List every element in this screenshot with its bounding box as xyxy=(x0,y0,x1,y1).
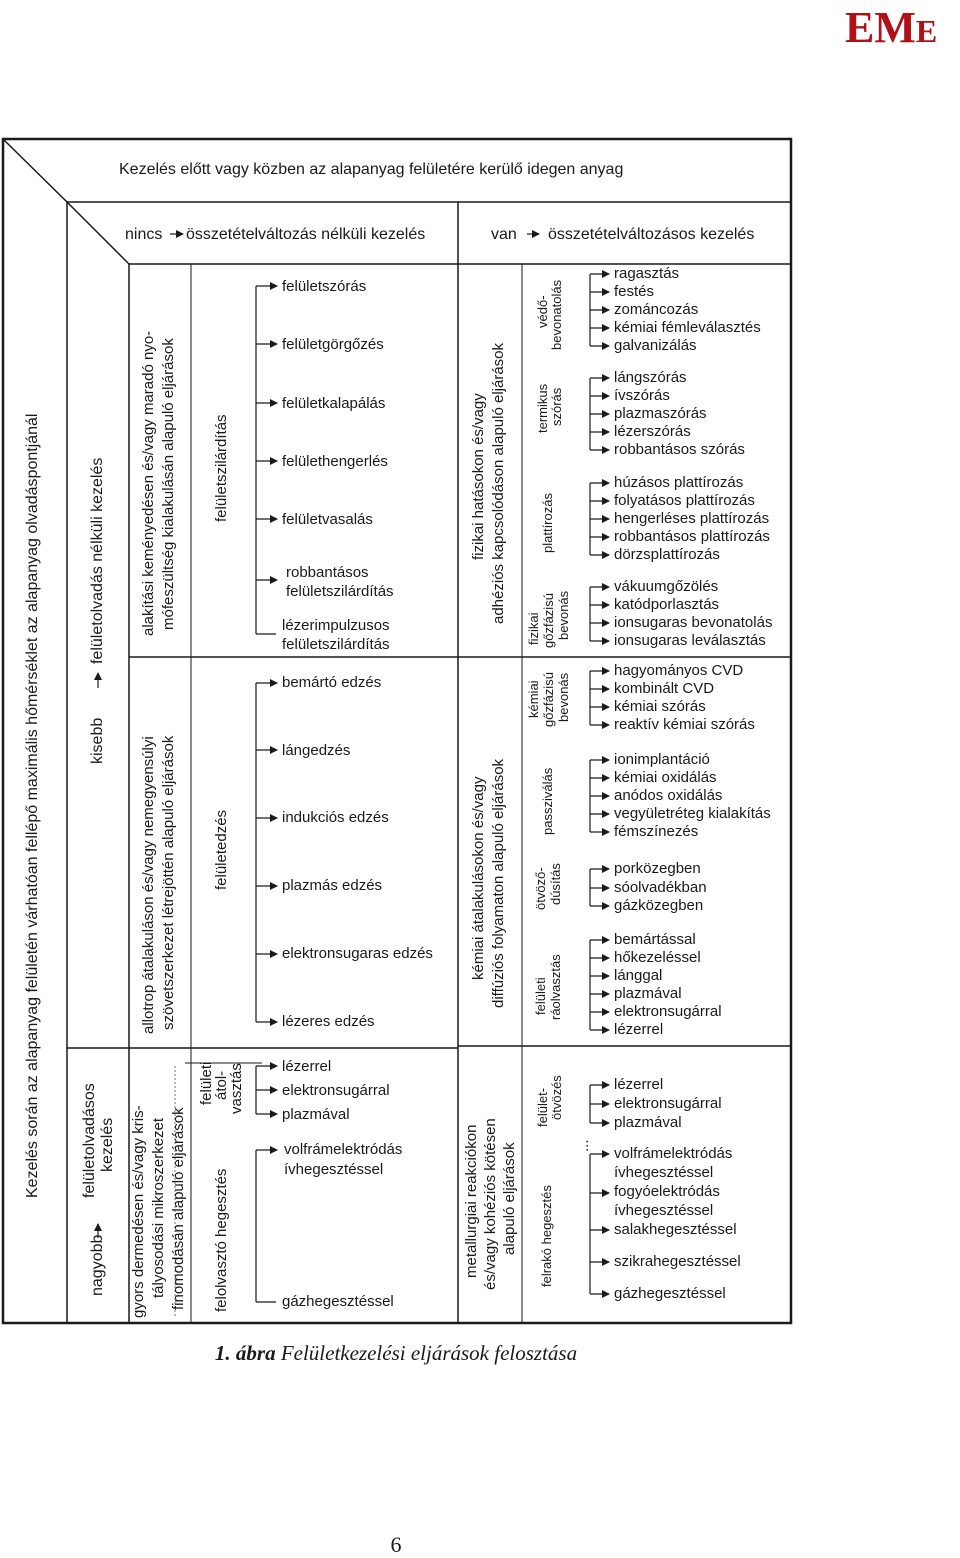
caption-number: 1. ábra xyxy=(214,1341,276,1365)
g3-subgroup-a: vasztás xyxy=(228,1063,245,1114)
g2-item: plazmás edzés xyxy=(282,877,383,894)
g5-group-title-2: diffúziós folyamaton alapuló eljárások xyxy=(490,758,507,1008)
g2-item: bemártó edzés xyxy=(282,674,382,691)
g4-item: lángszórás xyxy=(614,369,687,386)
page-number: 6 xyxy=(390,1532,402,1557)
g4-group-title-2: adhéziós kapcsolódáson alapuló eljárások xyxy=(490,342,507,624)
g3-group-title-2: tályosodási mikroszerkezet xyxy=(150,1117,167,1298)
g6-item: lézerrel xyxy=(614,1076,664,1093)
g4-item: robbantásos szórás xyxy=(614,441,745,458)
g6-group-title-3: alapuló eljárások xyxy=(501,1142,518,1255)
g4-subgroup: plattírozás xyxy=(540,493,555,553)
g1-item: felületgörgőzés xyxy=(282,336,384,353)
g4-item: folyatásos plattírozás xyxy=(614,492,755,509)
figure-caption xyxy=(0,1341,792,1366)
g5-item: vegyületréteg kialakítás xyxy=(614,805,771,822)
left-axis-title: Kezelés során az alapanyag felületén várhatóan fellépő maximális hőmérséklet az alapanyag olvadáspontjánál xyxy=(24,413,41,1198)
g4-item: festés xyxy=(614,283,655,300)
g1-item: felületszilárdítás xyxy=(286,583,394,600)
g2-group-title-1: allotrop átalakuláson és/vagy nemegyensúlyi xyxy=(140,736,157,1034)
g3-group-title-1: gyors dermedésen és/vagy kris- xyxy=(130,1105,147,1318)
g3-item: volfrámelektródás xyxy=(284,1141,403,1158)
g4-subgroup: fizikai xyxy=(526,612,541,645)
g5-subgroup: passziválás xyxy=(540,767,555,835)
g2-group-title-2: szövetszerkezet létrejöttén alapuló eljárások xyxy=(160,735,177,1030)
g6-ellipsis: ... xyxy=(575,1139,592,1152)
g5-item: plazmával xyxy=(614,985,682,1002)
nagyobb-title-2: kezelés xyxy=(99,1117,116,1172)
g2-subgroup: felületedzés xyxy=(213,809,230,890)
van-label: van xyxy=(491,226,517,243)
g1-item: felületszórás xyxy=(282,278,367,295)
g6-item: volfrámelektródás xyxy=(614,1145,733,1162)
g6-item: ívhegesztéssel xyxy=(614,1164,714,1181)
g5-item: gázközegben xyxy=(614,897,704,914)
g4-item: robbantásos plattírozás xyxy=(614,528,770,545)
g5-subgroup: dúsítás xyxy=(548,863,563,905)
g6-item: szikrahegesztéssel xyxy=(614,1253,741,1270)
g2-item: lángedzés xyxy=(282,742,351,759)
g1-item: felületkalapálás xyxy=(282,395,386,412)
g3-item: elektronsugárral xyxy=(282,1082,390,1099)
top-title: Kezelés előtt vagy közben az alapanyag felületére kerülő idegen anyag xyxy=(119,161,624,178)
g5-item: ionimplantáció xyxy=(614,751,710,768)
g6-item: elektronsugárral xyxy=(614,1095,722,1112)
g4-item: ragasztás xyxy=(614,265,680,282)
g4-item: plazmaszórás xyxy=(614,405,707,422)
g4-item: húzásos plattírozás xyxy=(614,474,744,491)
g4-item: hengerléses plattírozás xyxy=(614,510,770,527)
g5-item: kémiai oxidálás xyxy=(614,769,717,786)
g5-item: sóolvadékban xyxy=(614,879,707,896)
g5-item: elektronsugárral xyxy=(614,1003,722,1020)
g5-item: kémiai szórás xyxy=(614,698,706,715)
g5-item: bemártással xyxy=(614,931,696,948)
g5-subgroup: bevonás xyxy=(556,672,571,722)
g4-item: ívszórás xyxy=(614,387,670,404)
g5-item: hőkezeléssel xyxy=(614,949,701,966)
g4-subgroup: szórás xyxy=(549,387,564,426)
g6-group-title-1: metallurgiai reakciókon xyxy=(463,1124,480,1278)
g4-item: dörzsplattírozás xyxy=(614,546,720,563)
g1-item: robbantásos xyxy=(286,564,369,581)
g4-subgroup: védő- xyxy=(535,295,550,328)
g4-item: vákuumgőzölés xyxy=(614,578,719,595)
no-change-title: összetételváltozás nélküli kezelés xyxy=(186,226,426,243)
g3-subgroup-a: felületi xyxy=(198,1061,215,1105)
g1-item: felületvasalás xyxy=(282,511,373,528)
g5-subgroup: gőzfázisú xyxy=(541,672,556,727)
g6-item: plazmával xyxy=(614,1114,682,1131)
g5-subgroup: felületi xyxy=(533,977,548,1015)
g6-subgroup: ötvözés xyxy=(549,1075,564,1120)
g6-item: salakhegesztéssel xyxy=(614,1221,737,1238)
g6-group-title-2: és/vagy kohéziós kötésen xyxy=(482,1118,499,1290)
g2-item: elektronsugaras edzés xyxy=(282,945,433,962)
g1-subgroup: felületszilárdítás xyxy=(213,414,230,522)
g3-group-title-3: finomodásán alapuló eljárások xyxy=(170,1107,187,1310)
g5-subgroup: kémiai xyxy=(526,680,541,718)
with-change-title: összetételváltozásos kezelés xyxy=(548,226,755,243)
g3-item: ívhegesztéssel xyxy=(284,1161,384,1178)
g1-item: felülethengerlés xyxy=(282,453,388,470)
g6-item: fogyóelektródás xyxy=(614,1183,720,1200)
nagyobb-word: nagyobb xyxy=(89,1234,106,1296)
g1-item: felületszilárdítás xyxy=(282,636,390,653)
g4-item: ionsugaras bevonatolás xyxy=(614,614,773,631)
g2-item: lézeres edzés xyxy=(282,1013,375,1030)
g6-subgroup: felrakó hegesztés xyxy=(539,1185,554,1287)
g6-item: ívhegesztéssel xyxy=(614,1202,714,1219)
g4-group-title-1: fizikai hatásokon és/vagy xyxy=(470,393,487,560)
g4-item: zománcozás xyxy=(614,301,699,318)
g4-subgroup: bevonás xyxy=(556,590,571,640)
g5-item: porközegben xyxy=(614,860,701,877)
g4-subgroup: gőzfázisú xyxy=(541,593,556,648)
g4-item: galvanizálás xyxy=(614,337,697,354)
g1-group-title-2: mófeszültség kialakulásán alapuló eljárások xyxy=(160,338,177,630)
g5-item: anódos oxidálás xyxy=(614,787,723,804)
g4-item: ionsugaras leválasztás xyxy=(614,632,766,649)
nincs-label: nincs xyxy=(125,226,163,243)
g3-item: plazmával xyxy=(282,1106,350,1123)
caption-text: Felületkezelési eljárások felosztása xyxy=(280,1341,578,1365)
g4-subgroup: termikus xyxy=(535,383,550,433)
g4-item: kémiai fémleválasztés xyxy=(614,319,761,336)
g5-item: kombinált CVD xyxy=(614,680,715,697)
g6-item: gázhegesztéssel xyxy=(614,1285,726,1302)
g5-item: reaktív kémiai szórás xyxy=(614,716,755,733)
g5-item: lézerrel xyxy=(614,1021,664,1038)
g3-item: gázhegesztéssel xyxy=(282,1293,394,1310)
g4-subgroup: bevonatolás xyxy=(549,279,564,350)
g1-group-title-1: alakítási keményedésen és/vagy maradó nyo- xyxy=(140,330,157,636)
nagyobb-title-1: felületolvadásos xyxy=(81,1083,98,1198)
g6-subgroup: felület- xyxy=(535,1087,550,1127)
g3-subgroup-a: átol- xyxy=(213,1070,230,1100)
g3-subgroup-b: felolvasztó hegesztés xyxy=(213,1168,230,1312)
g5-item: hagyományos CVD xyxy=(614,662,744,679)
kisebb-word: kisebb xyxy=(89,717,106,764)
me-logo: EME xyxy=(845,3,938,52)
g4-item: katódporlasztás xyxy=(614,596,720,613)
g5-group-title-1: kémiai átalakulásokon és/vagy xyxy=(470,776,487,980)
g5-item: lánggal xyxy=(614,967,663,984)
g1-item: lézerimpulzusos xyxy=(282,617,390,634)
g3-item: lézerrel xyxy=(282,1058,332,1075)
g5-subgroup: ráolvasztás xyxy=(548,954,563,1020)
kisebb-title: felületolvadás nélküli kezelés xyxy=(89,457,106,664)
g5-subgroup: ötvöző- xyxy=(533,867,548,910)
g4-item: lézerszórás xyxy=(614,423,691,440)
g5-item: fémszínezés xyxy=(614,823,699,840)
g2-item: indukciós edzés xyxy=(282,809,389,826)
